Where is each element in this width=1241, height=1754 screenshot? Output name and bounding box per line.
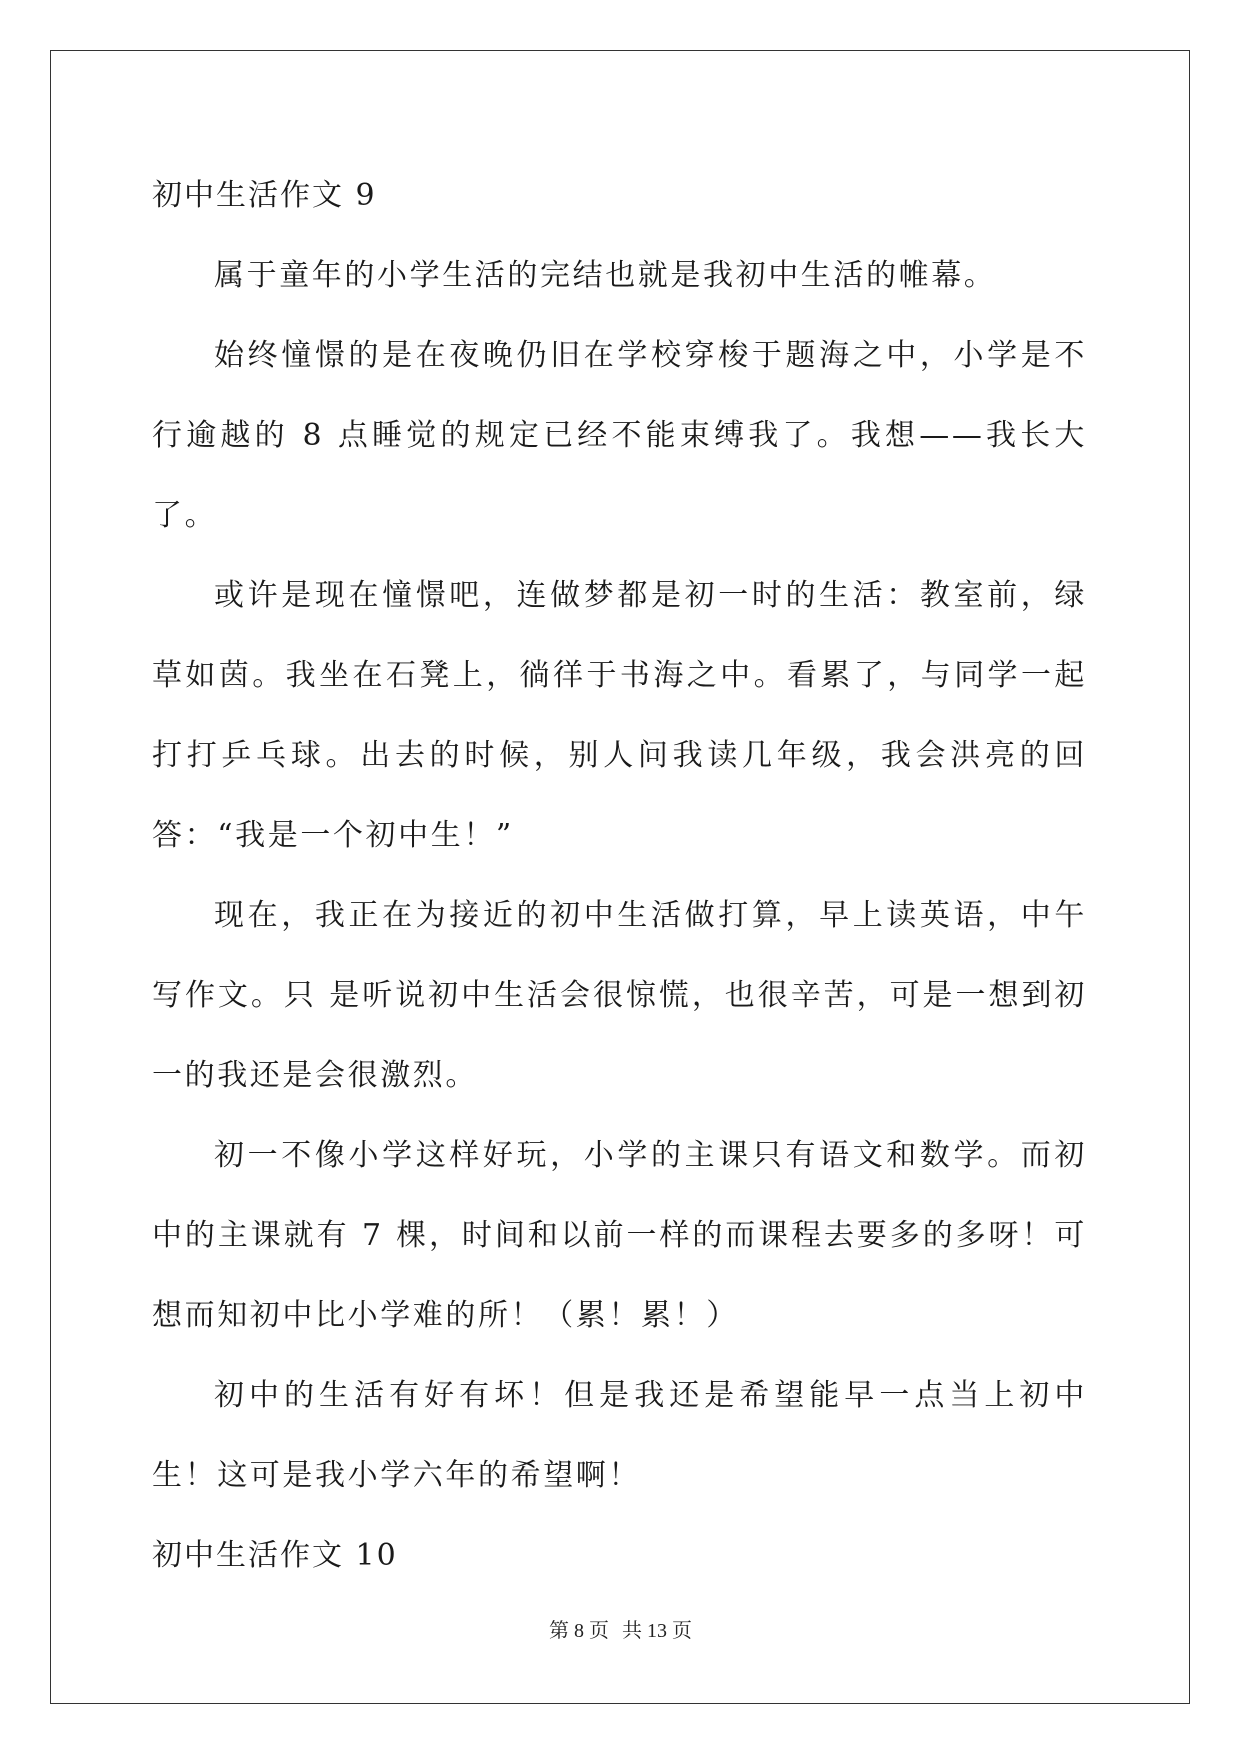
- paragraph: 属于童年的小学生活的完结也就是我初中生活的帷幕。: [214, 258, 997, 293]
- section-heading: 初中生活作文 10: [152, 1538, 398, 1573]
- paragraph: 或许是现在憧憬吧，连做梦都是初一时的生活：教室前，绿草如茵。我坐在石凳上，徜徉于书海之中。看累了，与同学一起打打乒乓球。出去的时候，别人问我读几年级，我会洪亮的回答：“我是一个初中生！”: [152, 578, 1087, 853]
- paragraph: 初一不像小学这样好玩，小学的主课只有语文和数学。而初中的主课就有 7 棵，时间和以前一样的而课程去要多的多呀！可想而知初中比小学难的所！（累！累！）: [152, 1138, 1087, 1333]
- section-heading: 初中生活作文 9: [152, 178, 377, 213]
- document-body: [152, 156, 1087, 1596]
- paragraph: 始终憧憬的是在夜晚仍旧在学校穿梭于题海之中，小学是不行逾越的 8 点睡觉的规定已经不能束缚我了。我想——我长大了。: [152, 338, 1087, 533]
- paragraph: 现在，我正在为接近的初中生活做打算，早上读英语，中午写作文。只 是听说初中生活会很惊慌，也很辛苦，可是一想到初一的我还是会很激烈。: [152, 898, 1087, 1093]
- page-footer: [0, 1614, 1241, 1643]
- paragraph: 初中的生活有好有坏！但是我还是希望能早一点当上初中生！这可是我小学六年的希望啊！: [152, 1378, 1087, 1493]
- page-number: 第 8 页: [549, 1620, 609, 1642]
- page-total: 共 13 页: [622, 1620, 692, 1642]
